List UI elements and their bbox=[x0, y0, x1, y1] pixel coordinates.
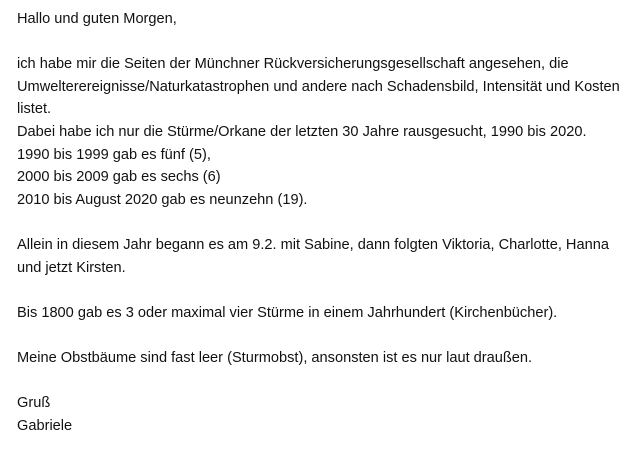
letter-body bbox=[17, 8, 632, 437]
blank-line bbox=[17, 211, 632, 234]
paragraph-line: Dabei habe ich nur die Stürme/Orkane der letzten 30 Jahre rausgesucht, 1990 bis 2020. bbox=[17, 123, 587, 140]
blank-line bbox=[17, 279, 632, 302]
closing-line: Gruß bbox=[17, 395, 51, 412]
paragraph-line: und jetzt Kirsten. bbox=[17, 259, 126, 276]
paragraph-line: 2000 bis 2009 gab es sechs (6) bbox=[17, 169, 221, 186]
paragraph-line: 1990 bis 1999 gab es fünf (5), bbox=[17, 146, 211, 163]
paragraph-line: Umwelterereignisse/Naturkatastrophen und andere nach Schadensbild, Intensität und Kosten bbox=[17, 78, 620, 95]
paragraph-line: Bis 1800 gab es 3 oder maximal vier Stürme in einem Jahrhundert (Kirchenbücher). bbox=[17, 304, 558, 321]
greeting-line: Hallo und guten Morgen, bbox=[17, 11, 177, 27]
blank-line bbox=[17, 324, 632, 347]
signature-line: Gabriele bbox=[17, 417, 73, 434]
paragraph-line: ich habe mir die Seiten der Münchner Rückversicherungsgesellschaft angesehen, die bbox=[17, 56, 569, 73]
paragraph-line: Meine Obstbäume sind fast leer (Sturmobst), ansonsten ist es nur laut draußen. bbox=[17, 349, 533, 366]
blank-line bbox=[17, 31, 632, 54]
paragraph-line: Allein in diesem Jahr begann es am 9.2. mit Sabine, dann folgten Viktoria, Charlotte, Hanna bbox=[17, 236, 609, 253]
paragraph-line: 2010 bis August 2020 gab es neunzehn (19). bbox=[17, 191, 308, 208]
blank-line bbox=[17, 370, 632, 393]
paragraph-line: listet. bbox=[17, 101, 52, 118]
